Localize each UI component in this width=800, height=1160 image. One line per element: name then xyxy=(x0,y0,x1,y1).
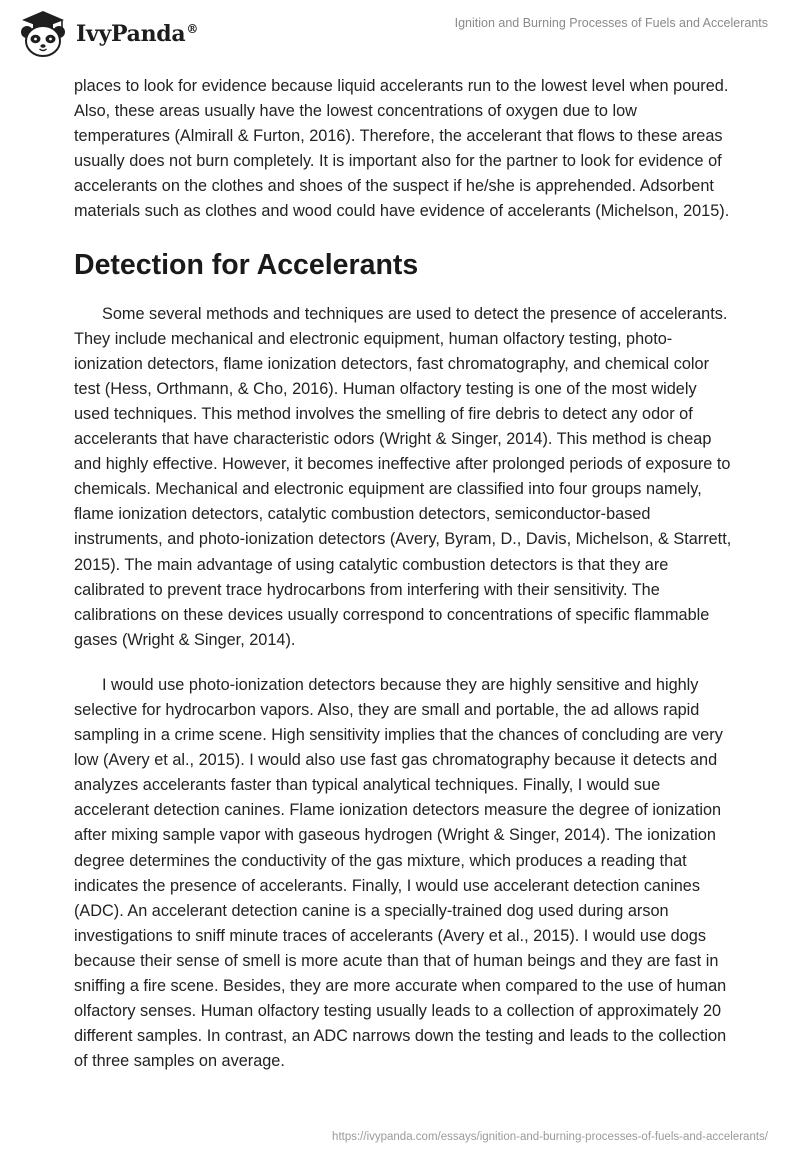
paragraph-intro: places to look for evidence because liquid accelerants run to the lowest level when poured. Also, these areas usually have the lowest concentrations of oxygen due to low temperatures (Almirall & Furton, 2016). Therefore, the accelerant that flows to these areas usually does not burn completely. It is important also for the partner to look for evidence of accelerants on the clothes and shoes of the suspect if he/she is apprehended. Adsorbent materials such as clothes and wood could have evidence of accelerants (Michelson, 2015). xyxy=(74,77,730,221)
brand-logo[interactable] xyxy=(14,8,198,60)
paragraph-choices: I would use photo-ionization detectors because they are highly sensitive and highly selective for hydrocarbon vapors. Also, they are small and portable, the ad allows rapid sampling in a crime scene. High sensitivity implies that the chances of concluding are very low (Avery et al., 2015). I would also use fast gas chromatography because it detects and analyzes accelerants faster than typical analytical techniques. Finally, I would sue accelerant detection canines. Flame ionization detectors measure the degree of ionization after mixing sample vapor with gaseous hydrogen (Wright & Singer, 2014). The ionization degree determines the conductivity of the gas mixture, which produces a reading that indicates the presence of accelerants. Finally, I would use accelerant detection canines (ADC). An accelerant detection canine is a specially-trained dog used during arson investigations to sniff minute traces of accelerants (Avery et al., 2015). I would use dogs because their sense of smell is more acute than that of human beings and they are fast in sniffing a fire scene. Besides, they are more accurate when compared to the use of human olfactory senses. Human olfactory testing usually leads to a collection of approximately 20 different samples. In contrast, an ADC narrows down the testing and leads to the collection of three samples on average. xyxy=(74,675,727,1071)
source-url[interactable]: https://ivypanda.com/essays/ignition-and-burning-processes-of-fuels-and-accelerants/ xyxy=(332,1131,768,1143)
document-title: Ignition and Burning Processes of Fuels and Accelerants xyxy=(454,16,768,30)
section-heading: Detection for Accelerants xyxy=(74,248,419,281)
page-header xyxy=(0,0,800,70)
essay-body xyxy=(74,74,734,1074)
paragraph-methods: Some several methods and techniques are used to detect the presence of accelerants. They include mechanical and electronic equipment, human olfactory testing, photo-ionization detectors, flame ionization detectors, fast chromatography, and chemical color test (Hess, Orthmann, & Cho, 2016). Human olfactory testing is one of the most widely used techniques. This method involves the smelling of fire debris to detect any odor of accelerants that have characteristic odors (Wright & Singer, 2014). This method is cheap and highly effective. However, it becomes ineffective after prolonged periods of exposure to chemicals. Mechanical and electronic equipment are classified into four groups namely, flame ionization detectors, catalytic combustion detectors, semiconductor-based instruments, and photo-ionization detectors (Avery, Byram, D., Davis, Michelson, & Starrett, 2015). The main advantage of using catalytic combustion detectors is that they are calibrated to prevent trace hydrocarbons from interfering with their sensitivity. The calibrations on these devices usually correspond to concentrations of specific flammable gases (Wright & Singer, 2014). xyxy=(74,304,732,649)
brand-name: IvyPanda® xyxy=(76,21,199,47)
panda-graduate-icon xyxy=(14,8,72,60)
